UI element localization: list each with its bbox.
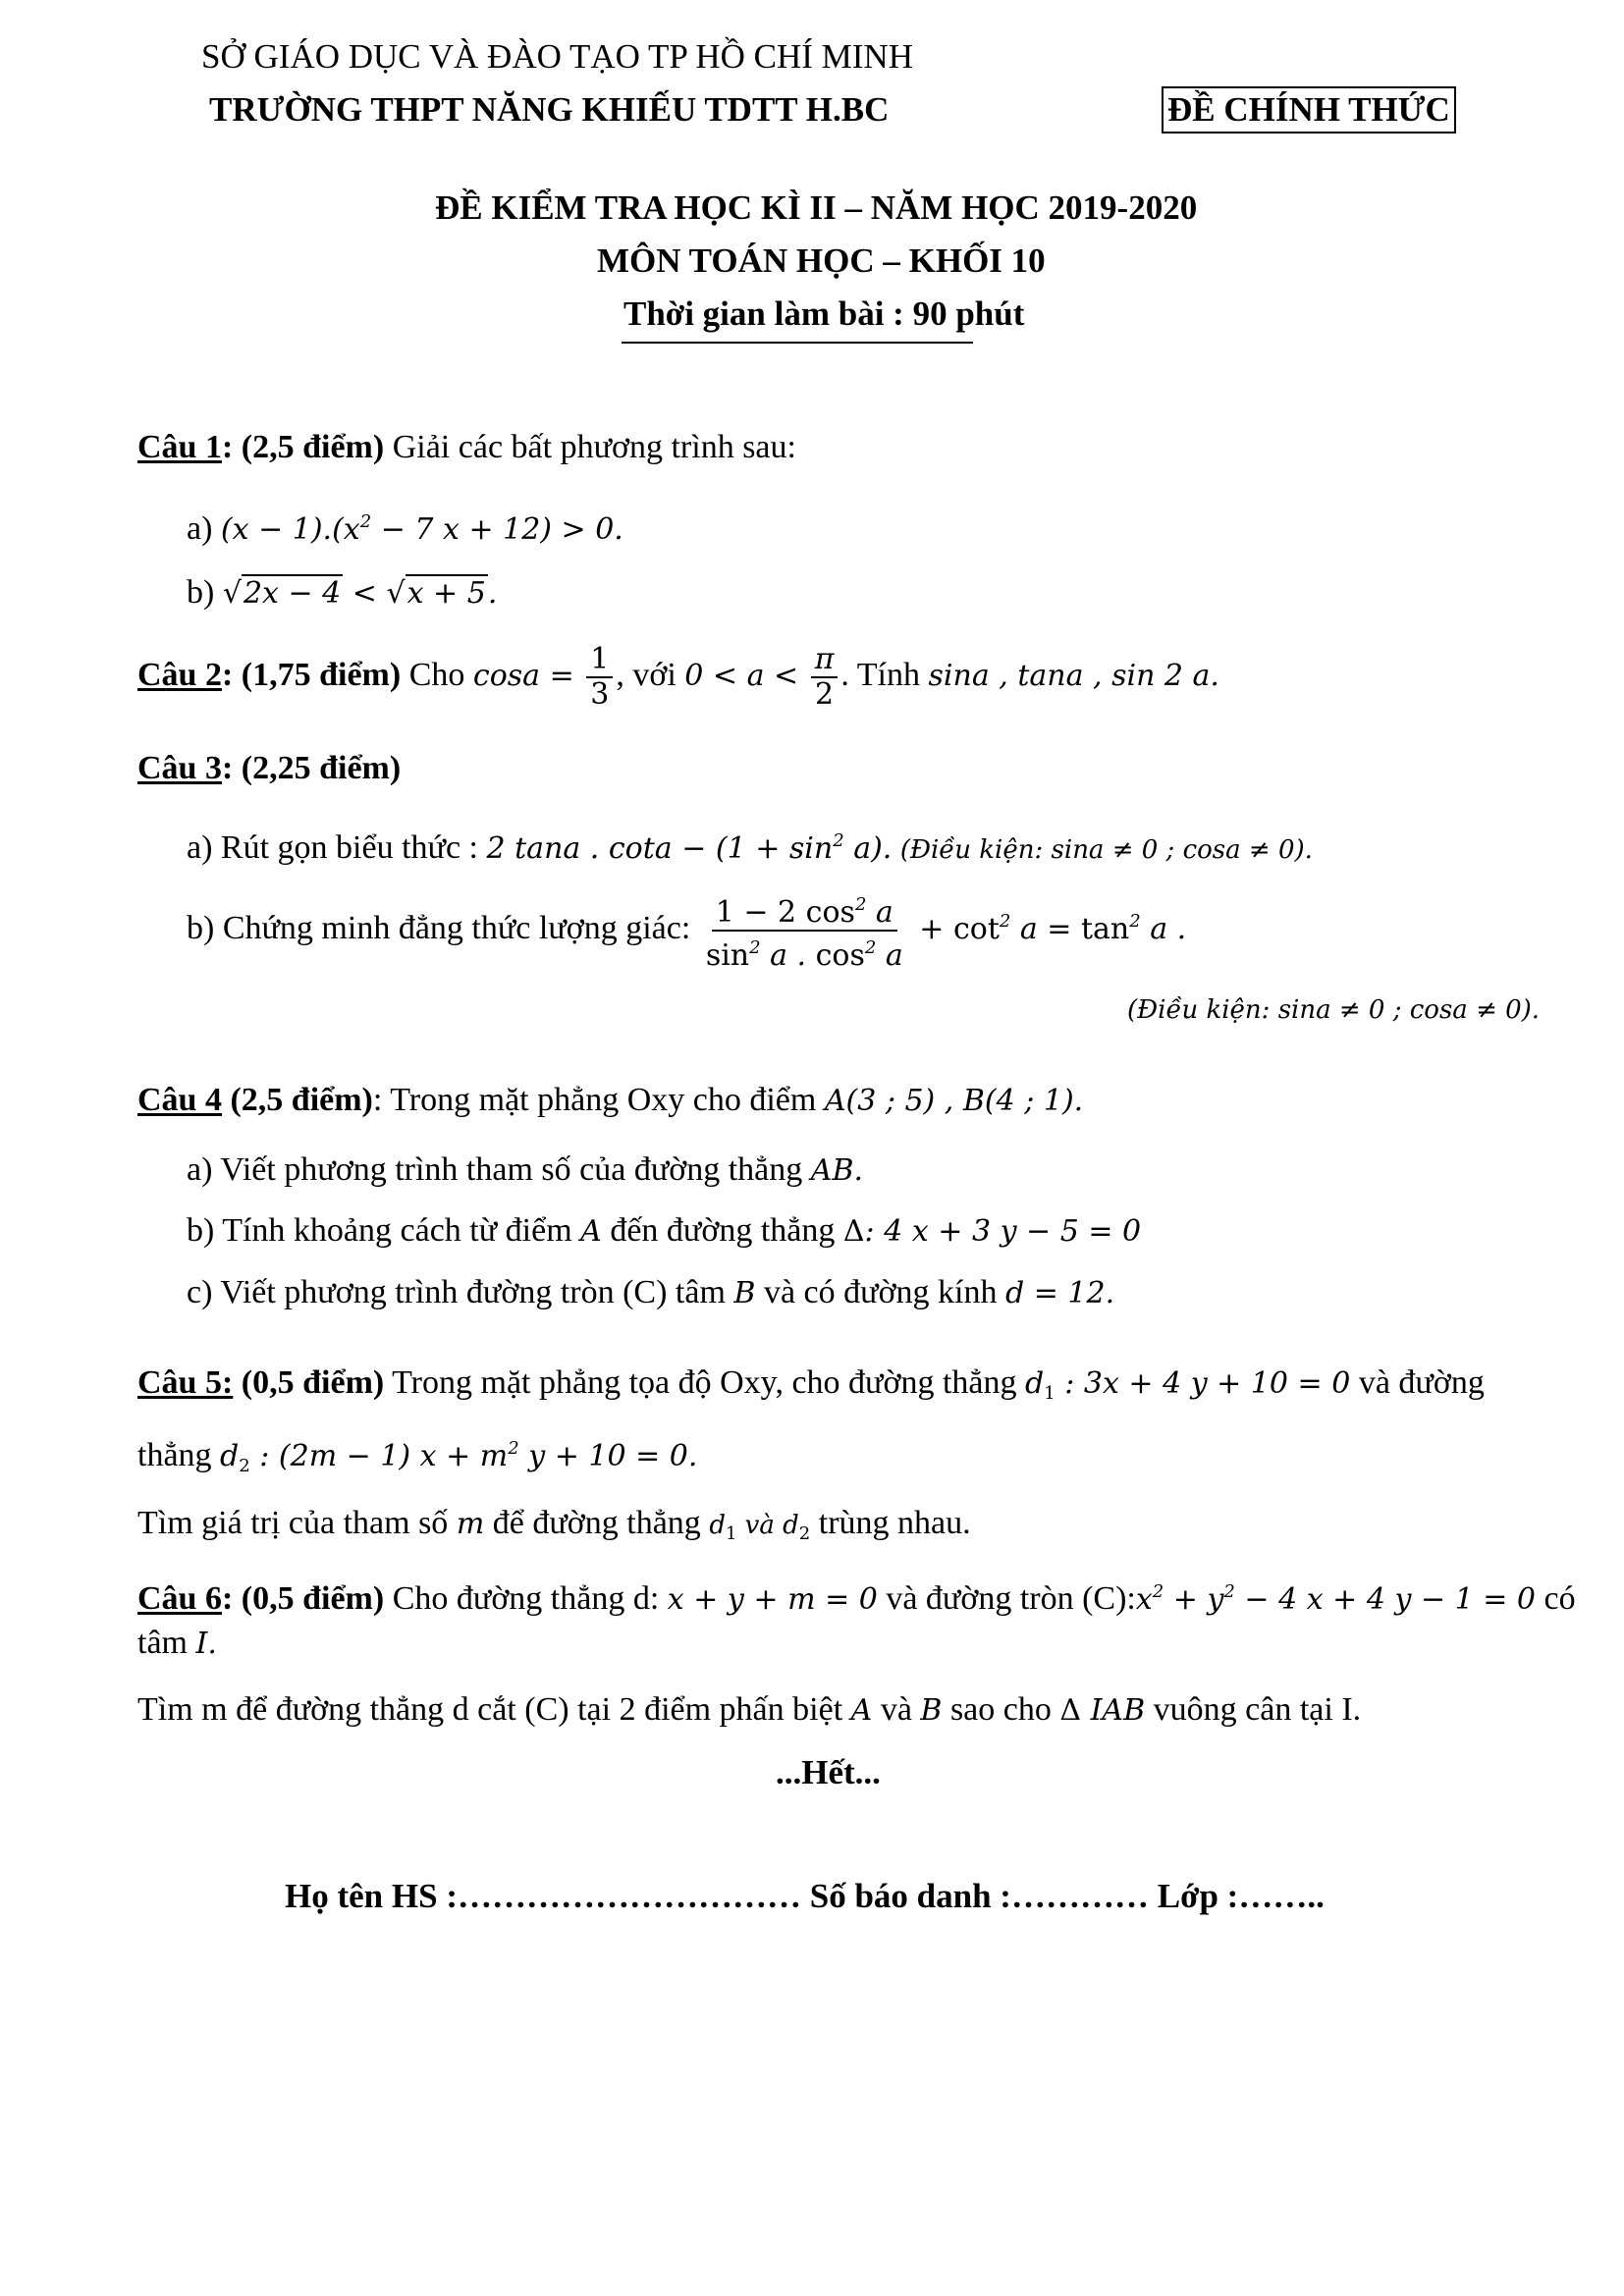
question-5-label: Câu 5: [137,1364,234,1401]
title-underline [622,342,973,344]
question-4b-label: b) [187,1212,215,1249]
question-3a-formula: 2 tana . $\cot a - (1 + \sin^2 a)$. [486,830,893,866]
question-4a [187,1148,863,1193]
question-5-text5: để đường thẳng [484,1505,710,1541]
question-5-line3: Tìm giá trị của tham số m để đường thẳng $d_1$ và $d_2$ trùng nhau. [137,1505,971,1544]
question-2 [137,643,1219,712]
line-d2-formula: $d_2$ : (2m − 1) $x + m^2$ y + 10 = 0. [220,1438,698,1476]
delta-line-formula: Δ: 4 x + 3 y − 5 = 0 [842,1214,1142,1249]
question-6-label: Câu 6 [137,1580,222,1617]
student-info-line [285,1875,1325,1918]
question-1-heading [137,426,796,469]
question-5-text6: trùng nhau. [810,1505,971,1541]
diameter-formula: d = 12. [1005,1276,1115,1310]
question-4c: c) Viết phương trình đường tròn (C) tâm B và có đường kính d = 12. [187,1274,1115,1310]
question-4c-text2: và có đường kính [755,1274,1006,1310]
question-3a-condition: (Điều kiện: sina ≠ 0 ; cosa ≠ 0). [899,835,1313,865]
exam-title: ĐỀ KIỂM TRA HỌC KÌ II – NĂM HỌC 2019-2020 [435,188,1198,227]
angle-range-formula: 0 < a < $\frac{\pi}{2}$ [684,659,840,693]
question-5-points: (0,5 điểm) [233,1364,385,1401]
question-2-points: : (1,75 điểm) [221,657,402,693]
question-6-text6: và [872,1691,921,1728]
question-1b-formula: √2x − 4 < √x + 5. [222,576,498,611]
cos-a-formula: cosa = $\frac{1}{3}$ [473,659,616,693]
question-3a-text: Rút gọn biểu thức : [220,829,487,866]
question-2-voi: , với [616,657,685,693]
question-4b-text1: Tính khoảng cách từ điểm [222,1212,581,1249]
question-5-text4: Tìm giá trị của tham số [137,1505,457,1541]
question-4c-text1: Viết phương trình đường tròn (C) tâm [220,1274,734,1310]
question-6-text8: vuông cân tại I. [1145,1691,1362,1728]
question-1a-formula: $(x - 1).(x^2 - 7$ x + 12) > 0. [220,511,623,547]
question-4-label: Câu 4 [137,1082,222,1118]
d1-and-d2: $d_1$ và $d_2$ [709,1511,811,1544]
question-6-text1: Cho đường thẳng d: [384,1580,668,1617]
question-3-label: Câu 3 [137,750,222,786]
question-4-points-formula: A(3 ; 5) , B(4 ; 1). [824,1084,1084,1118]
question-3b-text: Chứng minh đẳng thức lượng giác: [222,910,699,946]
question-4b: b) Tính khoảng cách từ điểm A đến đường thẳng Δ: 4 x + 3 y − 5 = 0 [187,1212,1142,1249]
question-1-prompt: Giải các bất phương trình sau: [384,429,796,465]
question-4-prompt: : Trong mặt phẳng Oxy cho điểm [372,1082,825,1118]
student-name-field: Họ tên HS :………………………… [285,1877,801,1915]
question-1a [187,501,623,552]
question-4c-label: c) [187,1274,213,1310]
question-1a-label: a) [187,510,213,547]
question-6-text5: Tìm m để đường thẳng d cắt (C) tại 2 điểm phấn biệt [137,1691,851,1728]
question-5-line1 [137,1362,1485,1415]
circle-c-formula: $x^2 + y^2 - 4$ x + 4 y − 1 = 0 [1135,1581,1536,1617]
question-6-line3: Tìm m để đường thẳng d cắt (C) tại 2 điểm phấn biệt A và B sao cho Δ IAB vuông cân tại I. [137,1691,1362,1728]
line-d1-formula: $d_1$ : 3x + 4 y + 10 = 0 [1025,1366,1351,1404]
question-1b [187,571,497,615]
question-6-line1 [137,1571,1576,1622]
line-ab: AB. [810,1153,864,1188]
triangle-iab: Δ IAB [1059,1693,1146,1728]
question-6-text7: sao cho [942,1691,1060,1728]
question-2-label: Câu 2 [137,657,222,693]
question-2-cho: Cho [401,657,473,693]
department-heading: SỞ GIÁO DỤC VÀ ĐÀO TẠO TP HỒ CHÍ MINH [201,37,913,76]
question-3b [187,888,1186,973]
question-3-heading [137,747,401,790]
question-3b-condition: (Điều kiện: sina ≠ 0 ; cosa ≠ 0). [1127,995,1541,1025]
student-class-field: Lớp :…….. [1157,1877,1325,1915]
question-4-points: (2,5 điểm) [221,1082,373,1118]
question-4b-text2: đến đường thẳng [601,1212,843,1249]
question-2-tinh: . Tính [840,657,929,693]
question-2-targets: sina , tana , sin 2 a. [928,659,1219,693]
question-3b-label: b) [187,910,215,946]
question-5-line2 [137,1427,697,1488]
question-6-text2: và đường tròn (C): [877,1580,1136,1617]
question-5-text1: Trong mặt phẳng tọa độ Oxy, cho đường thẳng [384,1364,1025,1401]
duration-text: Thời gian làm bài : 90 phút [623,294,1025,333]
student-id-field: Số báo danh :………… [800,1877,1158,1915]
question-3a-label: a) [187,829,213,866]
question-4a-label: a) [187,1151,213,1188]
question-6-line2: tâm I. [137,1625,217,1661]
question-5-text3: thẳng [137,1437,221,1473]
question-4-heading [137,1079,1083,1123]
question-3-points: : (2,25 điểm) [221,750,402,786]
question-6-points: : (0,5 điểm) [221,1580,385,1617]
question-5-text2: và đường [1350,1364,1485,1401]
official-exam-badge: ĐỀ CHÍNH THỨC [1162,86,1456,133]
question-1-label: Câu 1 [137,429,222,465]
question-6-text3: có [1536,1580,1576,1617]
school-heading: TRƯỜNG THPT NĂNG KHIẾU TDTT H.BC [209,90,890,129]
question-3a [187,820,1313,872]
question-4a-text: Viết phương trình tham số của đường thẳng [220,1151,811,1188]
question-3b-formula: $\frac{1 - 2 \cos^2 a}{\sin^2 a . \cos^2 a}$ + $\cot^2 a = \tan^2 a$ . [699,912,1186,946]
line-d-formula: x + y + m = 0 [667,1582,878,1617]
question-6-text4: tâm [137,1625,196,1661]
end-marker: ...Hết... [776,1753,881,1791]
question-1b-label: b) [187,574,215,611]
question-1-points: : (2,5 điểm) [221,429,385,465]
subject-title: MÔN TOÁN HỌC – KHỐI 10 [597,241,1046,280]
